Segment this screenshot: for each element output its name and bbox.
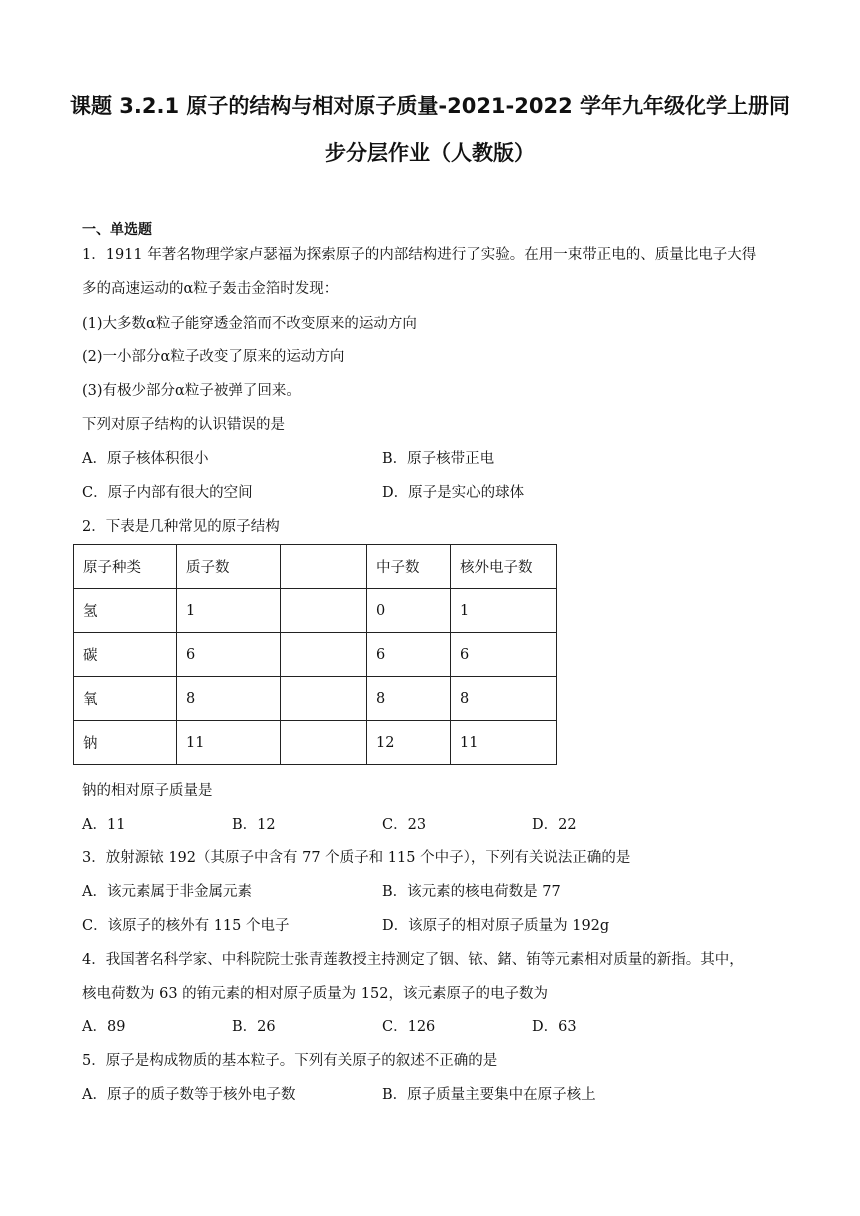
q1-question: 下列对原子结构的认识错误的是 [82,417,285,433]
section-heading: 一、单选题 [82,222,152,238]
table-header-row [74,545,557,589]
atom-structure-table [73,544,557,765]
q3-option-b: B．该元素的核电荷数是 77 [382,884,561,900]
table-cell [281,633,367,677]
q4-option-d: D．63 [532,1019,577,1035]
table-header-cell: 核外电子数 [451,545,557,589]
q1-option-d: D．原子是实心的球体 [382,485,525,501]
q3-stem: 3．放射源铱 192（其原子中含有 77 个质子和 115 个中子），下列有关说法正确的是 [82,850,631,866]
table-cell: 氧 [74,677,177,721]
q2-stem: 2．下表是几种常见的原子结构 [82,519,280,535]
table-header-cell: 原子种类 [74,545,177,589]
document-title-line2: 步分层作业（人教版） [325,141,535,165]
q4-option-b: B．26 [232,1019,276,1035]
q5-option-b: B．原子质量主要集中在原子核上 [382,1087,596,1103]
q5-stem: 5．原子是构成物质的基本粒子。下列有关原子的叙述不正确的是 [82,1053,498,1069]
table-cell: 0 [367,589,451,633]
q1-stem-line2: 多的高速运动的α粒子轰击金箔时发现： [82,281,339,297]
q1-option-c: C．原子内部有很大的空间 [82,485,253,501]
q4-stem-line2: 核电荷数为 63 的铕元素的相对原子质量为 152，该元素原子的电子数为 [82,986,548,1002]
table-cell: 氢 [74,589,177,633]
table-cell [281,589,367,633]
q4-stem-line1: 4．我国著名科学家、中科院院士张青莲教授主持测定了铟、铱、鍺、铕等元素相对质量的新指。其中， [82,952,744,968]
q2-question: 钠的相对原子质量是 [82,783,213,799]
q2-option-a: A．11 [82,817,126,833]
q1-option-b: B．原子核带正电 [382,451,495,467]
table-cell: 6 [451,633,557,677]
table-cell [281,721,367,765]
table-cell: 8 [367,677,451,721]
table-cell [281,677,367,721]
q1-observation-3: (3)有极少部分α粒子被弹了回来。 [82,383,301,399]
q2-option-c: C．23 [382,817,427,833]
q1-stem-line1: 1．1911 年著名物理学家卢瑟福为探索原子的内部结构进行了实验。在用一束带正电的、质量比电子大得 [82,247,757,263]
q5-option-a: A．原子的质子数等于核外电子数 [82,1087,296,1103]
table-cell: 12 [367,721,451,765]
q1-option-a: A．原子核体积很小 [82,451,209,467]
q1-observation-2: (2)一小部分α粒子改变了原来的运动方向 [82,349,345,365]
table-header-cell: 中子数 [367,545,451,589]
table-cell: 钠 [74,721,177,765]
table-cell: 碳 [74,633,177,677]
q3-option-d: D．该原子的相对原子质量为 192g [382,918,610,934]
q3-option-a: A．该元素属于非金属元素 [82,884,252,900]
q4-option-c: C．126 [382,1019,436,1035]
document-title-line1: 课题 3.2.1 原子的结构与相对原子质量-2021-2022 学年九年级化学上册同 [69,94,791,118]
table-cell: 11 [451,721,557,765]
q2-option-b: B．12 [232,817,276,833]
table-cell: 6 [177,633,281,677]
table-row [74,589,557,633]
table-header-cell [281,545,367,589]
table-header-cell: 质子数 [177,545,281,589]
table-cell: 1 [451,589,557,633]
table-cell: 6 [367,633,451,677]
table-cell: 8 [177,677,281,721]
q2-option-d: D．22 [532,817,577,833]
q1-observation-1: (1)大多数α粒子能穿透金箔而不改变原来的运动方向 [82,316,417,332]
table-cell: 11 [177,721,281,765]
table-row [74,677,557,721]
q3-option-c: C．该原子的核外有 115 个电子 [82,918,290,934]
table-row [74,633,557,677]
table-cell: 1 [177,589,281,633]
q4-option-a: A．89 [82,1019,126,1035]
table-row [74,721,557,765]
table-cell: 8 [451,677,557,721]
